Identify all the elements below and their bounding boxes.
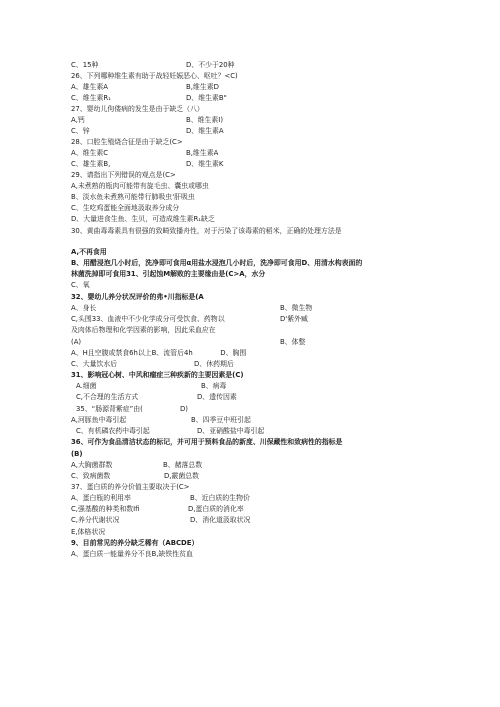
option-right: D、休药期后 [194,360,234,368]
option-right: D'紫外臧 [280,315,308,323]
option-right: B、病毒 [201,382,227,390]
option-right: B,维生素A [186,149,219,157]
option-left: A,大胸菌群数 [71,461,113,469]
text-line: A,不再食用 [71,248,107,256]
option-left: C,不合理的生活方式 [76,393,139,401]
option-right: D,蛋白质的消化率 [188,505,244,513]
option-right: D,霰菌总数 [164,472,200,480]
text-line: 27、婴幼儿佝偻病的发生是由于缺乏（八） [71,105,204,113]
option-right: D、维生素B" [186,94,227,102]
option-left: C、有机磷农药中毒引起 [76,427,150,435]
option-left: A,河豚鱼中毒引起 [71,416,127,424]
text-line: C、氧 [71,281,90,289]
text-line: 28、口腔生殖烧合征是由于缺乏(C> [71,138,183,146]
text-line: 37、蛋白质的养分价值主要取决于(C> [71,483,190,491]
text-line: 及肉体后物理和化学因素的影响，因此采血应在 [71,326,216,334]
option-left: C、大量饮水后 [71,360,118,368]
option-left: 35、“肠源背紫症”由( [76,405,143,413]
text-line: 林菌洗掉即可食用31、引起蚀M解败的主要缘由是(C>A，水分 [71,270,266,278]
option-left: (A) [71,338,82,346]
option-right: B、体整 [280,338,306,346]
option-right: D) [180,405,188,413]
option-left: C、锌 [71,127,90,135]
text-line: 31、影响冠心树、中风和瘤症三种疾新的主要因素是(C) [71,371,244,379]
option-left: A.细菌 [76,382,97,390]
option-right: B、赭落总数 [163,461,203,469]
text-line: A、H且空腹或禁食6h以上B、流管后4h D、胸围 [71,349,247,357]
option-left: C、15种 [71,61,99,69]
text-line: 32、婴幼儿养分状况评价的弗•川指标是(A [71,293,204,301]
option-right: B、维生素I) [186,116,224,124]
option-left: A、雄生素A [71,83,108,91]
text-line: 26、下列哪种维生素有助于战轻妊娠恶心、呕吐？<C) [71,72,238,80]
text-line: B、淡水鱼未煮熟可能带行肺吸虫'肝吸虫 [71,193,195,201]
option-right: B、近白质的生物价 [190,494,250,502]
option-right: D、不少于20种 [186,61,235,69]
text-line: A、蛋白质一能量养分不良B,缺铁性贫血 [71,550,193,558]
text-line: 30、黄曲毒毒素具有很强的致畸致播舟性，对于污染了该毒素的稻米，正确的处理方法是 [71,227,342,235]
option-right: B、微生物 [280,304,313,312]
option-left: C、维生素R₁ [71,94,111,102]
option-right: D、遗传因素 [197,393,237,401]
option-right: B,维生素D [186,83,219,91]
option-right: D、亚硝酸盐中毒引起 [197,427,265,435]
text-line: C、生吃鸡蛋能全面地汲取养分成分 [71,204,180,212]
option-left: C、致病菌数 [71,472,111,480]
text-line: 29、请指出下列错误的观点是(C> [71,171,176,179]
text-line: D、大量进食生鱼、生贝，可造成维生素R₁缺乏 [71,215,215,223]
option-right: D、消化道汲取状况 [190,516,251,524]
text-line: 9、目前常见的养分缺乏稀有（ABCDE） [71,539,199,547]
option-left: A、蛋白瓶的利用率 [71,494,131,502]
text-line: A,未煮熟的瓶肉可能带有旋毛虫、囊虫或哪虫 [71,182,209,190]
text-line: 36、可作为食品清洁状态的标记，并可用于预料食品的新度、川保藏性和致病性的指标是 [71,438,343,446]
option-left: A、维生素C [71,149,109,157]
option-left: C,强基酸的种类和数Ifi [71,505,140,513]
text-line: B、用醋浸泡几小时后，洗净即可食用α用盐水浸泡几小时后，洗净即可食用D、用清水构表面的 [71,259,363,267]
option-left: C,头围33、血液中不少化学成分可受饮食、药物以 [71,315,225,323]
text-line: (B) [71,450,83,458]
option-left: C、雄生素B, [71,160,111,168]
text-line: E,体格状况 [71,528,106,536]
option-right: B、四季豆中班引起 [191,416,251,424]
option-left: A,钙 [71,116,85,124]
option-left: A、身长 [71,304,97,312]
option-right: D、维生素A [186,127,224,135]
option-right: D、维生素K [186,160,224,168]
option-left: C,养分代谢状况 [71,516,120,524]
